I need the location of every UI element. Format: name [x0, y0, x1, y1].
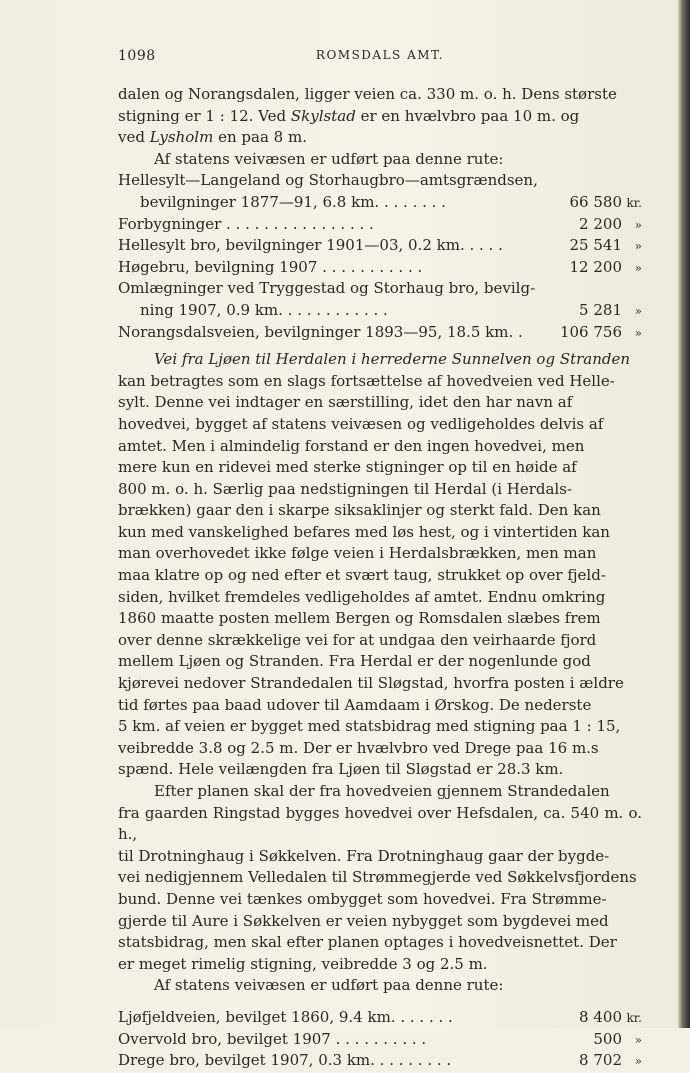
row-unit: »: [634, 217, 642, 232]
row-unit: »: [634, 325, 642, 340]
text-line: brækken) gaar den i skarpe siksaklinjer og sterkt fald. Den kan: [118, 501, 601, 520]
text-line: kjørevei nedover Strandedalen til Sløgstad, hvorfra posten i ældre: [118, 674, 624, 693]
text-line: vei nedigjennem Velledalen til Strømmegjerde ved Søkkelvsfjordens: [118, 868, 637, 887]
row-desc: Ljøfjeldveien, bevilget 1860, 9.4 km. . . . . . .: [118, 1007, 453, 1026]
row-desc: bevilgninger 1877—91, 6.8 km. . . . . . . .: [140, 192, 446, 211]
row-amount: 106 756: [559, 322, 622, 341]
cost-table-1: [118, 170, 642, 343]
text-line: kun med vanskelighed befares med løs hest, og i vintertiden kan: [118, 522, 610, 541]
row-amount: 66 580: [569, 192, 622, 211]
row-desc: Omlægninger ved Tryggestad og Storhaug bro, bevilg-: [118, 279, 536, 298]
row-desc: Forbygninger . . . . . . . . . . . . . . . .: [118, 214, 374, 233]
page-body: [118, 84, 642, 1072]
paragraph-norangsdalen: [118, 84, 642, 149]
text-line: over denne skrækkelige vei for at undgaa den veirhaarde fjord: [118, 630, 597, 649]
row-amount: 12 200: [569, 257, 622, 276]
text-line: sylt. Denne vei indtager en særstilling, idet den har navn af: [118, 393, 573, 412]
row-desc: ning 1907, 0.9 km. . . . . . . . . . . .: [140, 300, 388, 319]
page-number: 1098: [118, 48, 156, 64]
row-unit: »: [634, 260, 642, 275]
row-desc: Norangsdalsveien, bevilgninger 1893—95, 18.5 km. .: [118, 322, 523, 341]
text-line: dalen og Norangsdalen, ligger veien ca. 330 m. o. h. Dens største: [118, 85, 617, 103]
paragraph-ljoen-herdalen: [118, 349, 642, 781]
table-row: [118, 300, 642, 322]
row-desc: Drege bro, bevilget 1907, 0.3 km. . . . . . . . .: [118, 1051, 452, 1070]
table-row: [118, 192, 642, 214]
cost-table-2: [118, 1007, 642, 1072]
text-line: ved Lysholm en paa 8 m.: [118, 128, 307, 147]
table-row: [118, 1029, 642, 1051]
rute-intro-2: Af statens veivæsen er udført paa denne rute:: [154, 976, 504, 995]
row-unit: kr.: [626, 195, 642, 210]
place-name: Skylstad: [290, 106, 356, 125]
text-line: 5 km. af veien er bygget med statsbidrag med stigning paa 1 : 15,: [118, 717, 621, 736]
text-line: amtet. Men i almindelig forstand er den ingen hovedvei, men: [118, 436, 585, 455]
text-line: veibredde 3.8 og 2.5 m. Der er hvælvbro ved Drege paa 16 m.s: [118, 738, 599, 757]
text-line: mere kun en ridevei med sterke stigninger op til en høide af: [118, 458, 577, 477]
row-unit: kr.: [626, 1010, 642, 1025]
row-amount: 500: [593, 1029, 622, 1048]
table-row: [118, 235, 642, 257]
row-desc: Hellesylt—Langeland og Storhaugbro—amtsgrændsen,: [118, 171, 538, 190]
text-line: fra gaarden Ringstad bygges hovedvei over Hefsdalen, ca. 540 m. o. h.,: [118, 803, 642, 844]
text-line: bund. Denne vei tænkes ombygget som hovedvei. Fra Strømme-: [118, 889, 607, 908]
rute-intro: Af statens veivæsen er udført paa denne rute:: [154, 149, 504, 168]
row-unit: »: [634, 303, 642, 318]
page-edge: [678, 0, 690, 1028]
text-line: gjerde til Aure i Søkkelven er veien nybygget som bygdevei med: [118, 911, 609, 930]
text-line: maa klatre op og ned efter et svært taug, strukket op over fjeld-: [118, 566, 606, 585]
text-line: statsbidrag, men skal efter planen optages i hovedveisnettet. Der: [118, 933, 617, 952]
text-line: Efter planen skal der fra hovedveien gjennem Strandedalen: [154, 782, 610, 800]
row-desc: Høgebru, bevilgning 1907 . . . . . . . . . . .: [118, 257, 423, 276]
row-amount: 25 541: [569, 236, 622, 255]
row-amount: 8 702: [579, 1051, 622, 1070]
place-name: Lysholm: [149, 128, 214, 147]
section-heading: Vei fra Ljøen til Herdalen i herrederne Sunnelven og Stranden: [154, 350, 631, 369]
text-line: 800 m. o. h. Særlig paa nedstigningen til Herdal (i Herdals-: [118, 479, 572, 498]
running-title: ROMSDALS AMT.: [315, 48, 445, 62]
text-line: 1860 maatte posten mellem Bergen og Romsdalen slæbes frem: [118, 609, 601, 628]
text-line: mellem Ljøen og Stranden. Fra Herdal er der nogenlunde god: [118, 652, 591, 671]
text-line: er meget rimelig stigning, veibredde 3 og 2.5 m.: [118, 954, 488, 973]
text-line: siden, hvilket fremdeles vedligeholdes af amtet. Endnu omkring: [118, 587, 606, 606]
row-unit: »: [634, 239, 642, 254]
table-row: [118, 1050, 642, 1072]
table-row: [118, 170, 642, 192]
text-line: kan betragtes som en slags fortsættelse af hovedveien ved Helle-: [118, 371, 615, 390]
text-line: man overhovedet ikke følge veien i Herdalsbrækken, men man: [118, 544, 597, 563]
text-line: til Drotninghaug i Søkkelven. Fra Drotninghaug gaar der bygde-: [118, 846, 610, 865]
table-row: [118, 257, 642, 279]
table-row: [118, 214, 642, 236]
row-desc: Overvold bro, bevilget 1907 . . . . . . . . . .: [118, 1029, 427, 1048]
table-row: [118, 1007, 642, 1029]
text-line: hovedvei, bygget af statens veivæsen og vedligeholdes delvis af: [118, 414, 604, 433]
table-row: [118, 322, 642, 344]
text-line: tid førtes paa baad udover til Aamdaam i Ørskog. De nederste: [118, 695, 592, 714]
text-line: stigning er 1 : 12. Ved Skylstad er en hvælvbro paa 10 m. og: [118, 106, 580, 125]
row-unit: »: [634, 1032, 642, 1047]
row-amount: 5 281: [579, 300, 622, 319]
row-amount: 2 200: [579, 214, 622, 233]
table-row: [118, 278, 642, 300]
row-unit: »: [634, 1054, 642, 1069]
row-desc: Hellesylt bro, bevilgninger 1901—03, 0.2 km. . . . .: [118, 236, 503, 255]
page-header: [118, 48, 642, 68]
text-line: spænd. Hele veilængden fra Ljøen til Sløgstad er 28.3 km.: [118, 760, 564, 779]
row-amount: 8 400: [579, 1007, 622, 1026]
paragraph-hefsdalen: [118, 781, 642, 975]
section-heading-line: [118, 349, 642, 371]
